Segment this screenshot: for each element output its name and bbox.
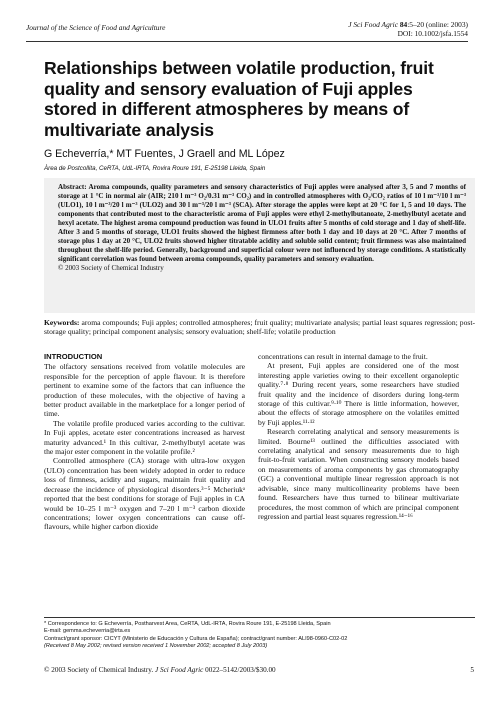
footer-journal: J Sci Food Agric	[155, 666, 204, 674]
article-title: Relationships between volatile production, fruit quality and sensory evaluation of Fuji apples stored in different atmospheres by means of multivariate analysis	[44, 58, 434, 140]
abstract-box	[44, 178, 475, 313]
page-number: 5	[470, 666, 474, 674]
citation-pages: :5–20 (online: 2003)	[407, 20, 468, 29]
footnote-divider	[44, 617, 475, 618]
abstract-label: Abstract:	[58, 183, 87, 191]
footnote-email[interactable]: E-mail: gemma.echeverria@irta.es	[44, 628, 131, 635]
body-column-left	[44, 352, 245, 532]
footnotes	[44, 621, 475, 650]
journal-name: Journal of the Science of Food and Agriculture	[26, 23, 166, 32]
paragraph: At present, Fuji apples are considered one of the most interesting apple varieties owing to their excellent organoleptic quality.⁷·⁸ During recent years, some researchers have studied fruit quality and the incidence of disorders during long-term storage of this cultivar.⁹·¹⁰ There is little information, however, about the effects of storage atmosphere on the volatiles emitted by Fuji apples.¹¹·¹²	[258, 361, 459, 427]
keywords-label: Keywords:	[44, 318, 80, 327]
paragraph: Research correlating analytical and sensory measurements is limited. Bourne¹³ outlined the difficulties associated with correlating analytical and sensory measurements due to high fruit-to-fruit variation. When constructing sensory models based on measurements of aroma components by gas chromatography (GC) a conventional multiple linear regression approach is not advisable, since many multicollinearity problems have been found. Researchers have thus turned to bilinear multivariate procedures, the most common of which are principal component regression and partial least squares regression.¹⁴⁻¹⁶	[258, 427, 459, 521]
abstract-text: Aroma compounds, quality parameters and sensory characteristics of Fuji apples were analysed after 3, 5 and 7 months of storage at 1 °C in normal air (AIR; 210 l m⁻³ O₂/0.31 m⁻³ CO₂) and in controlled atmospheres with O₂/CO₂ ratios of 10 l m⁻³/10 l m⁻³ (ULO1), 10 l m⁻³/20 l m⁻³ (ULO2) and 30 l m⁻³/20 l m⁻³ (SCA). After storage the apples were kept at 20 °C for 1, 5 and 10 days. The components that contributed most to the characteristic aroma of Fuji apples were ethyl 2-methylbutanoate, 2-methylbutyl acetate and hexyl acetate. The highest aroma compound production was found in ULO1 fruits after 5 months of cold storage and 1 day of shelf-life. After 3 and 5 months of storage, ULO1 fruits showed the highest firmness after both 1 day and 10 days at 20 °C. After 7 months of storage plus 1 day at 20 °C, ULO2 fruits showed higher titratable acidity and soluble solid content; fruit firmness was also maintained throughout the shelf-life period. Generally, background and superficial colour were not influenced by storage conditions. A statistically significant correlation was found between aroma compounds, quality parameters and sensory evaluation.	[58, 183, 466, 263]
paragraph: Controlled atmosphere (CA) storage with ultra-low oxygen (ULO) concentration has been widely adopted in order to reduce loss of firmness, acidity and sugars, maintain fruit quality and decrease the incidence of physiological disorders.³⁻⁵ Mcheriukᵃ reported that the best conditions for storage of Fuji apples in CA would be 10–25 l m⁻³ oxygen and 7–20 l m⁻³ carbon dioxide concentrations; lower oxygen concentrations can cause off-flavours, while higher carbon dioxide	[44, 456, 245, 532]
body-column-right	[258, 352, 459, 521]
footnote-grant: Contract/grant sponsor: CICYT (Ministerio de Educación y Cultura de España); contract/grant number: ALI98-0960-C02-02	[44, 635, 348, 642]
abstract-paragraph	[58, 183, 466, 264]
keywords	[44, 318, 475, 337]
citation-block	[348, 20, 468, 38]
footnote-correspondence: * Correspondence to: G Echeverría, Postharvest Area, CeRTA, UdL-IRTA, Rovira Roure 191, E-25198 Lleida, Spain	[44, 621, 331, 627]
keywords-text: aroma compounds; Fuji apples; controlled atmospheres; fruit quality; multivariate analysis; partial least squares regression; post-storage quality; principal component analysis; sensory evaluation; shelf-life; volatile production	[44, 318, 475, 337]
citation-volume: 84	[399, 20, 408, 29]
paragraph: The volatile profile produced varies according to the cultivar. In Fuji apples, acetate ester concentrations increased as harvest maturity advanced.¹ In this cultivar, 2-methylbutyl acetate was the major ester component in the volatile profile.²	[44, 418, 245, 457]
footnote-received: (Received 8 May 2002; revised version received 1 November 2002; accepted 8 July 2003)	[44, 642, 268, 649]
section-heading-introduction: INTRODUCTION	[44, 352, 103, 361]
paragraph: concentrations can result in internal damage to the fruit.	[258, 352, 428, 361]
abstract-copyright: © 2003 Society of Chemical Industry	[58, 264, 164, 272]
footer-copyright: © 2003 Society of Chemical Industry.	[44, 666, 154, 674]
paragraph: The olfactory sensations received from volatile molecules are responsible for the perception of apple flavour. It is therefore pertinent to examine some of the factors that can influence the production of these molecules, with the objective of having a better product available in the marketplace for a longer period of time.	[44, 362, 245, 419]
citation-journal: J Sci Food Agric	[348, 20, 398, 29]
header-divider	[26, 41, 468, 42]
authors: G Echeverría,* MT Fuentes, J Graell and ML López	[44, 148, 285, 160]
footer-issn: 0022–5142/2003/$30.00	[205, 666, 276, 674]
page-footer	[44, 666, 276, 674]
doi[interactable]: DOI: 10.1002/jsfa.1554	[397, 29, 468, 38]
affiliation: Àrea de Postcollita, CeRTA, UdL-IRTA, Rovira Roure 191, E-25198 Lleida, Spain	[44, 165, 266, 172]
